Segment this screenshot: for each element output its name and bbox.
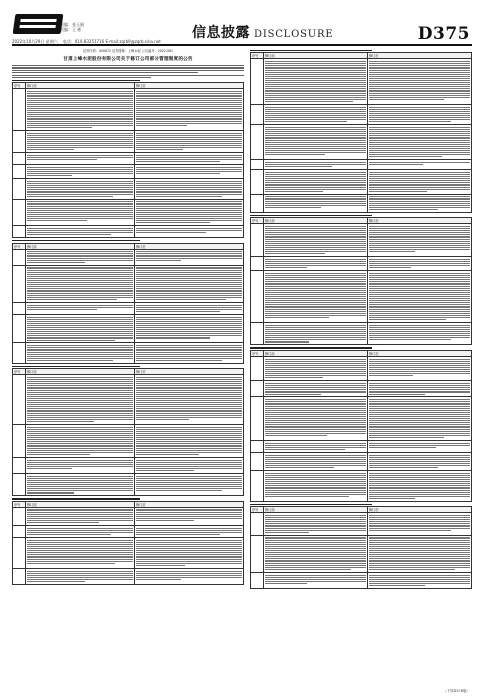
- table-row: [251, 535, 472, 572]
- section-header-line: [250, 347, 472, 348]
- section-header-line: [12, 498, 244, 499]
- table-row: [251, 572, 472, 588]
- table-header-cell: 修订后: [135, 369, 244, 375]
- table-row: [13, 265, 244, 302]
- table-row: [251, 125, 472, 160]
- table-row: [13, 343, 244, 363]
- section-title-en: DISCLOSURE: [254, 29, 334, 40]
- table-row: [251, 452, 472, 470]
- table-header-cell: 修订后: [368, 350, 472, 356]
- table-header-cell: 修订前: [264, 218, 368, 224]
- date-line: 2022年10月29日 星期六: [12, 39, 58, 44]
- newspaper-logo-icon: [13, 14, 64, 34]
- table-row: [251, 104, 472, 124]
- table-header-cell: 序号: [251, 53, 264, 59]
- table-header-cell: 序号: [13, 501, 26, 507]
- table-row: [13, 130, 244, 152]
- section-header-line: [250, 504, 472, 505]
- table-row: [13, 89, 244, 130]
- table-row: [251, 160, 472, 170]
- revision-table: [12, 368, 244, 496]
- table-row: [13, 424, 244, 457]
- table-row: [251, 271, 472, 323]
- table-header-cell: 序号: [251, 507, 264, 513]
- table-row: [13, 314, 244, 343]
- table-row: [13, 375, 244, 425]
- table-header-cell: 修订后: [368, 53, 472, 59]
- table-header-cell: 序号: [13, 243, 26, 249]
- intro-text: [12, 65, 244, 78]
- table-header-cell: 修订后: [368, 507, 472, 513]
- revision-table: [250, 52, 472, 212]
- table-row: [251, 381, 472, 397]
- section-header-line: [12, 240, 244, 241]
- table-header-cell: 修订后: [368, 218, 472, 224]
- table-row: [13, 199, 244, 226]
- table-header-cell: 修订前: [26, 83, 135, 89]
- revision-table: [12, 82, 244, 238]
- table-row: [13, 249, 244, 265]
- table-header-cell: 修订前: [264, 53, 368, 59]
- table-row: [251, 356, 472, 381]
- table-row: [13, 473, 244, 495]
- table-row: [13, 457, 244, 473]
- section-header-line: [250, 50, 472, 51]
- table-row: [13, 179, 244, 199]
- table-header-cell: 修订后: [135, 501, 244, 507]
- design-line: 美编：王 彬: [60, 27, 82, 32]
- masthead: [0, 0, 484, 46]
- table-row: [251, 471, 472, 502]
- table-row: [13, 153, 244, 165]
- table-header-cell: 修订前: [264, 507, 368, 513]
- revision-table: [250, 217, 472, 345]
- announcement-title: 甘肃上峰水泥股份有限公司关于修订公司部分管理制度的公告: [63, 57, 193, 62]
- table-row: [251, 397, 472, 440]
- masthead-rule: [12, 44, 472, 46]
- table-row: [251, 224, 472, 257]
- continued-note: （下转D376版）: [443, 689, 470, 693]
- table-row: [251, 440, 472, 452]
- section-title-cn: 信息披露: [192, 25, 250, 41]
- table-row: [13, 226, 244, 238]
- table-header-cell: 修订后: [135, 83, 244, 89]
- section-title: [192, 22, 333, 42]
- table-header-cell: 修订前: [26, 369, 135, 375]
- table-row: [13, 525, 244, 537]
- stock-code-line: 证券代码：000672 证券简称：上峰水泥 公告编号：2022-081: [82, 49, 174, 53]
- table-row: [251, 257, 472, 271]
- editor-line: 责编：张玉娟: [60, 22, 84, 27]
- table-row: [13, 507, 244, 525]
- revision-tables: [12, 80, 244, 585]
- revision-table: [250, 506, 472, 589]
- table-row: [251, 170, 472, 195]
- table-header-cell: 修订前: [26, 243, 135, 249]
- table-header-cell: 序号: [251, 218, 264, 224]
- section-header-line: [250, 215, 472, 216]
- table-header-cell: 序号: [13, 369, 26, 375]
- table-header-cell: 序号: [251, 350, 264, 356]
- table-row: [251, 322, 472, 344]
- right-column: [250, 48, 472, 688]
- section-header-line: [12, 80, 244, 81]
- revision-table: [250, 350, 472, 502]
- phone-line: 电话：010-83251716 E-mail:zqrb9@zqrb.sina.net: [62, 39, 161, 44]
- revision-table: [12, 243, 244, 364]
- table-row: [13, 302, 244, 314]
- table-header-cell: 修订后: [135, 243, 244, 249]
- table-row: [13, 568, 244, 584]
- table-row: [13, 165, 244, 179]
- table-row: [251, 513, 472, 535]
- table-header-cell: 修订前: [26, 501, 135, 507]
- table-row: [251, 59, 472, 104]
- editor-info: [60, 22, 84, 32]
- revision-table: [12, 501, 244, 585]
- revision-tables-continued: [250, 50, 472, 589]
- page-number: D375: [417, 24, 470, 44]
- left-column: [12, 48, 244, 688]
- table-row: [13, 537, 244, 568]
- table-header-cell: 序号: [13, 83, 26, 89]
- section-header-line: [12, 366, 244, 367]
- table-row: [251, 194, 472, 212]
- table-header-cell: 修订前: [264, 350, 368, 356]
